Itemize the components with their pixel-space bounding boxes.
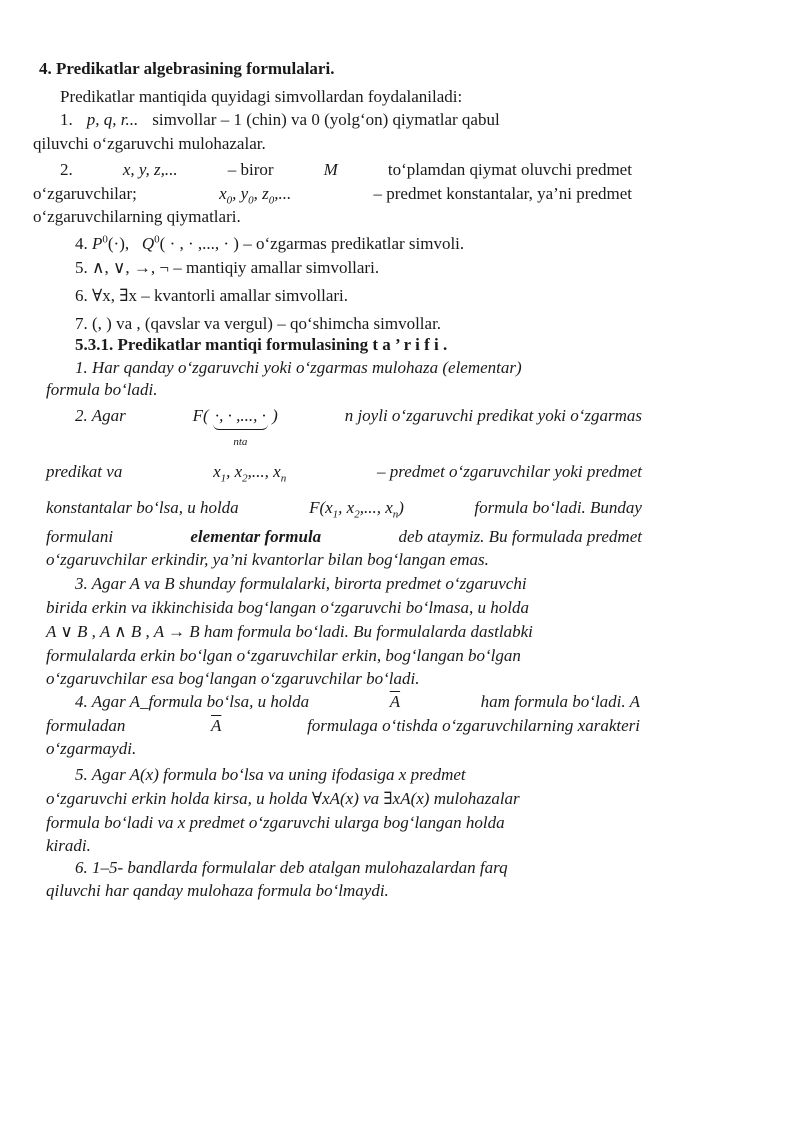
item-text: simvollar – 1 (chin) va 0 (yolg‘on) qiymatlar qabul — [152, 110, 500, 129]
definition-text: qiluvchi har qanday mulohaza formula bo‘lmaydi. — [46, 881, 389, 900]
definition-text: formulaga o‘tishda o‘zgaruvchilarning xarakteri — [307, 716, 640, 735]
definition-text: formula bo‘ladi. Bunday — [474, 498, 642, 517]
definition-text: 2. Agar — [75, 406, 126, 425]
definition-text: formulani — [46, 527, 114, 546]
definition-text — [46, 716, 640, 736]
item-number: 1. — [60, 110, 73, 129]
brace-note: nta — [233, 436, 248, 448]
definition-text: 6. 1–5- bandlarda formulalar deb atalgan mulohazalardan farq — [75, 858, 508, 877]
definition-text: 3. Agar A va B shunday formulalarki, birorta predmet o‘zgaruvchi — [75, 574, 527, 593]
definition-text: 5. Agar A(x) formula bo‘lsa va uning ifodasiga x predmet — [75, 765, 466, 784]
definition-text: birida erkin va ikkinchisida bog‘langan o‘zgaruvchi bo‘lmasa, u holda — [46, 598, 530, 617]
math-symbols: x, y, z,... — [122, 160, 178, 179]
definition-text: – predmet o‘zgaruvchilar yoki predmet — [376, 462, 642, 481]
math-predicate-brace: F( ·, · ,..., · nta ) — [193, 406, 278, 430]
math-symbols: M — [323, 160, 338, 179]
item-text: o‘zgaruvchilar; — [33, 184, 137, 203]
definition-text: formulalarda erkin bo‘lgan o‘zgaruvchilar erkin, bog‘langan bo‘lgan — [46, 646, 521, 665]
definition-text: A ∨ B , A ∧ B , A → B ham formula bo‘ladi. Bu formulalarda dastlabki — [46, 622, 533, 641]
list-item — [33, 184, 632, 207]
definition-text: 1. Har qanday o‘zgaruvchi yoki o‘zgarmas mulohaza (elementar) — [75, 358, 522, 377]
item-text: o‘zgaruvchilarning qiymatlari. — [33, 207, 241, 226]
definition-text: formula bo‘ladi. — [46, 380, 158, 399]
item-text: qiluvchi o‘zgaruvchi mulohazalar. — [33, 134, 266, 153]
math-variables: $x_1$, $x_2$,..., $x_n$ — [213, 462, 287, 485]
math-formula: $F(x_1$, $x_2$,..., $x_n$) — [309, 498, 404, 521]
math-constants: $x_0$, $y_0$, $z_0$,... — [219, 184, 292, 207]
definition-text: formula bo‘ladi va x predmet o‘zgaruvchi ularga bog‘langan holda — [46, 813, 505, 832]
definition-text: 4. Agar A_formula bo‘lsa, u holda — [75, 692, 310, 711]
list-item — [75, 234, 464, 254]
list-item: 6. ∀x, ∃x – kvantorli amallar simvollari. — [75, 286, 349, 305]
definition-text: n joyli o‘zgaruvchi predikat yoki o‘zgarmas — [344, 406, 642, 425]
definition-text — [75, 692, 640, 712]
item-text: – biror — [227, 160, 274, 179]
intro-text: Predikatlar mantiqida quyidagi simvollardan foydalaniladi: — [60, 87, 463, 106]
item-text: – o‘zgarmas predikatlar simvoli. — [243, 234, 465, 253]
definition-text: konstantalar bo‘lsa, u holda — [46, 498, 239, 517]
item-number: 2. — [60, 160, 73, 179]
list-item: 5. ∧, ∨, →, ¬ – mantiqiy amallar simvollari. — [75, 258, 380, 277]
definition-text: ham formula bo‘ladi. A — [480, 692, 640, 711]
definition-text: o‘zgaruvchi erkin holda kirsa, u holda ∀xA(x) va ∃xA(x) mulohazalar — [46, 789, 520, 808]
math-predicates: 4. $P^0(\cdot)$, $Q^0$( · , · ,..., · ) — [75, 233, 239, 253]
definition-text — [75, 406, 642, 448]
list-item — [60, 160, 632, 180]
definition-text: o‘zgarmaydi. — [46, 739, 137, 758]
definition-text — [46, 498, 642, 521]
item-text: – predmet konstantalar, ya’ni predmet — [373, 184, 632, 203]
math-symbols: p, q, r... — [86, 110, 139, 129]
definition-text: deb ataymiz. Bu formulada predmet — [398, 527, 642, 546]
list-item: 7. (, ) va , (qavslar va vergul) – qo‘shimcha simvollar. — [75, 314, 442, 333]
section-heading: 4. Predikatlar algebrasining formulalari. — [39, 59, 335, 78]
negated-formula: $\overline{A}$ — [211, 716, 222, 735]
item-text: to‘plamdan qiymat oluvchi predmet — [387, 160, 632, 179]
emphasis-term: elementar formula — [190, 527, 322, 546]
list-item — [60, 110, 632, 130]
definition-text: kiradi. — [46, 836, 91, 855]
definition-text: o‘zgaruvchilar esa bog‘langan o‘zgaruvchilar bo‘ladi. — [46, 669, 420, 688]
negated-formula: $\overline{A}$ — [389, 692, 401, 711]
definition-text — [46, 462, 642, 485]
definition-text: o‘zgaruvchilar erkindir, ya’ni kvantorlar bilan bog‘langan emas. — [46, 550, 489, 569]
definition-text — [46, 527, 642, 547]
subsection-heading: 5.3.1. Predikatlar mantiqi formulasining t a ’ r i f i . — [75, 335, 448, 354]
definition-text: predikat va — [46, 462, 123, 481]
definition-text: formuladan — [46, 716, 126, 735]
